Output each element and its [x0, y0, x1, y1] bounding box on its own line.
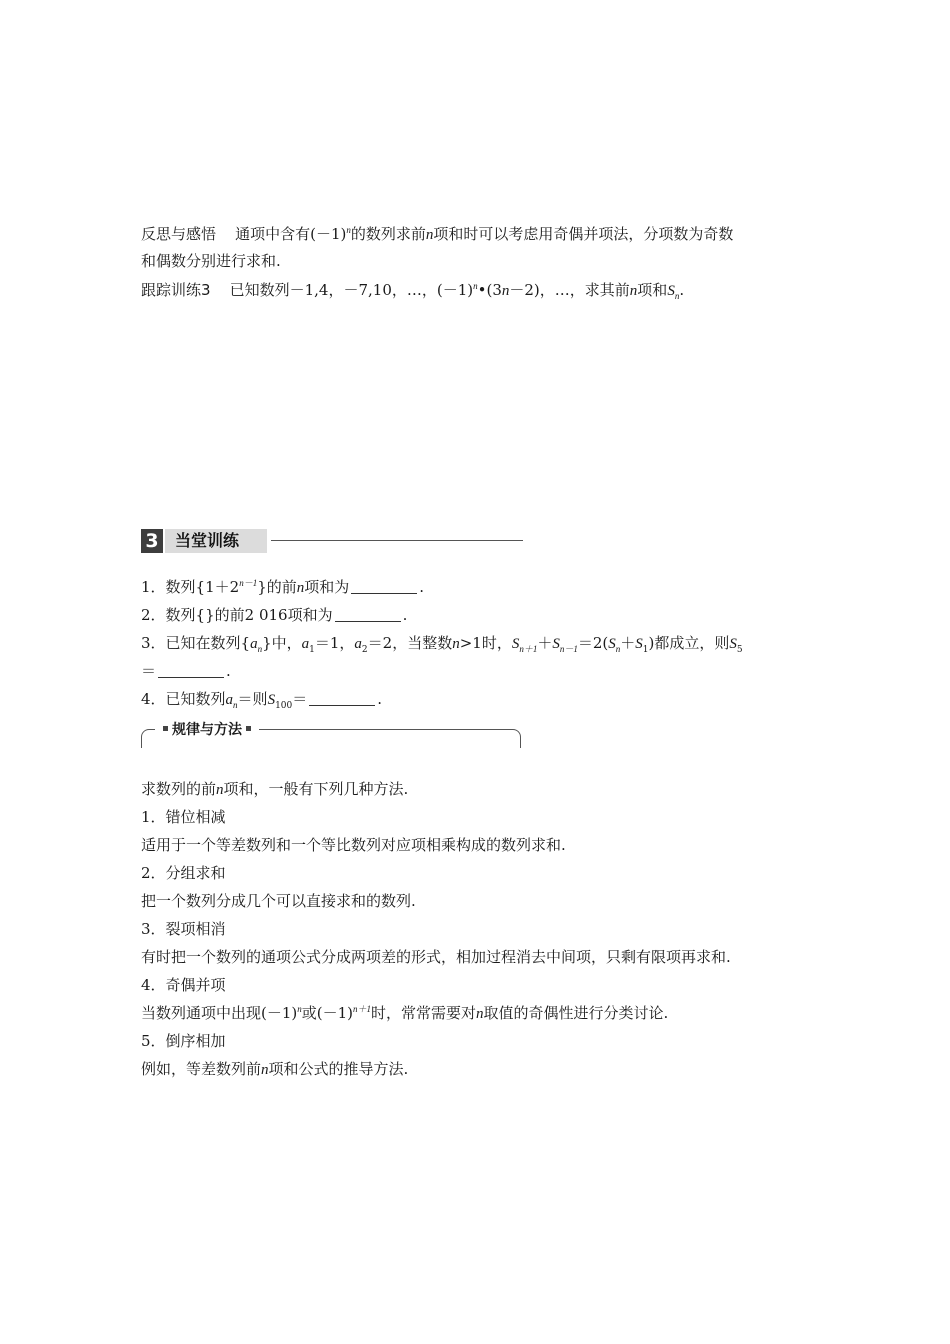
- methods-text: 项和公式的推导方法.: [268, 1060, 409, 1078]
- problem-2: [141, 605, 407, 625]
- problem-3-line-2: [141, 661, 231, 681]
- variable-a: a: [354, 636, 362, 652]
- methods-text: 例如，等差数列前: [141, 1060, 262, 1078]
- problem-text: .: [226, 662, 231, 680]
- problem-text: 项和为: [304, 578, 350, 596]
- reflection-line-2: 和偶数分别进行求和.: [141, 252, 281, 270]
- problem-text: 4．已知数列: [141, 690, 226, 708]
- variable-n: n: [452, 636, 460, 652]
- problem-3: [141, 633, 743, 654]
- variable-a: a: [301, 636, 310, 652]
- method-4-title: 4．奇偶并项: [141, 976, 226, 994]
- problem-text: .: [377, 690, 383, 708]
- reflection-line-1: [141, 224, 733, 245]
- variable-a: a: [225, 692, 234, 708]
- training-text: .: [679, 281, 685, 299]
- methods-text: 当数列通项中出现(－1): [141, 1004, 298, 1022]
- square-bullet-icon: [163, 726, 168, 731]
- problem-text: ＝2(: [577, 634, 609, 652]
- method-1-title: 1．错位相减: [141, 808, 226, 826]
- method-2-title: 2．分组求和: [141, 864, 226, 882]
- exponent: n: [346, 225, 351, 235]
- methods-text: 取值的奇偶性进行分类讨论.: [483, 1004, 669, 1022]
- training-text: 已知数列－1,4，－7,10，…，(－1): [229, 281, 474, 299]
- subscript: 2: [361, 645, 368, 655]
- variable-a: a: [250, 636, 258, 652]
- variable-S: S: [667, 283, 675, 299]
- law-label: [155, 720, 259, 740]
- problem-text: ＝: [141, 662, 157, 680]
- variable-S: S: [552, 636, 560, 652]
- problem-4: [141, 689, 382, 710]
- problem-text: .: [419, 578, 425, 596]
- variable-n: n: [629, 283, 638, 299]
- method-4-text: [141, 1003, 668, 1024]
- answer-blank: [351, 579, 417, 594]
- problem-text: 1．数列{1＋2: [141, 578, 240, 596]
- exponent: n: [473, 281, 478, 291]
- section-divider: [271, 540, 523, 541]
- variable-S: S: [635, 636, 643, 652]
- training-text: •(3: [477, 281, 502, 299]
- exponent: n－1: [239, 578, 258, 588]
- answer-blank: [309, 691, 375, 706]
- exponent: n: [297, 1004, 302, 1014]
- methods-text: 求数列的前: [141, 780, 217, 798]
- square-bullet-icon: [246, 726, 251, 731]
- variable-S: S: [511, 636, 520, 652]
- problem-text: .: [402, 606, 408, 624]
- subscript: n: [674, 291, 680, 301]
- problem-text: ＋: [537, 634, 553, 652]
- reflection-text: 的数列求前: [350, 225, 426, 243]
- training-text: －2)，…，求其前: [509, 281, 630, 299]
- training-label: 跟踪训练3: [141, 281, 211, 299]
- section-header: [141, 529, 523, 553]
- reflection-text: 通项中含有(－1): [235, 225, 347, 243]
- variable-n: n: [261, 1062, 269, 1078]
- training-3: [141, 280, 684, 301]
- training-text: 项和: [637, 281, 668, 299]
- law-section-header: [141, 720, 521, 750]
- methods-text: 或(－1): [301, 1004, 353, 1022]
- problem-text: ＝2，当整数: [367, 634, 453, 652]
- subscript: 1: [642, 645, 649, 655]
- methods-intro: [141, 779, 408, 800]
- variable-n: n: [425, 227, 434, 243]
- subscript: n－1: [559, 644, 578, 654]
- variable-S: S: [608, 636, 616, 652]
- problem-text: }的前: [257, 578, 297, 596]
- problem-text: 3．已知在数列{: [141, 634, 251, 652]
- problem-text: ＝则: [237, 690, 268, 708]
- answer-blank: [335, 607, 401, 622]
- problem-text: 2．数列{}的前2 016项和为: [141, 606, 333, 624]
- subscript: n: [257, 644, 263, 654]
- problem-text: >1时，: [459, 634, 512, 652]
- variable-n: n: [501, 283, 510, 299]
- subscript: 5: [736, 645, 743, 655]
- subscript: n: [233, 700, 238, 710]
- section-title: 当堂训练: [165, 529, 267, 553]
- variable-n: n: [216, 782, 224, 798]
- subscript: 100: [275, 701, 293, 711]
- problem-text: ＝: [292, 690, 308, 708]
- law-title: 规律与方法: [172, 722, 242, 738]
- problem-text: }中，: [262, 634, 302, 652]
- problem-1: [141, 577, 424, 598]
- method-3-text: 有时把一个数列的通项公式分成两项差的形式，相加过程消去中间项，只剩有限项再求和.: [141, 948, 731, 966]
- variable-n: n: [296, 580, 305, 596]
- method-5-title: 5．倒序相加: [141, 1032, 226, 1050]
- reflection-label: 反思与感悟: [141, 225, 217, 243]
- method-1-text: 适用于一个等差数列和一个等比数列对应项相乘构成的数列求和.: [141, 836, 566, 854]
- variable-S: S: [267, 692, 276, 708]
- problem-text: )都成立，则: [648, 634, 730, 652]
- exponent: n＋1: [353, 1004, 372, 1014]
- variable-n: n: [476, 1006, 484, 1022]
- section-number: 3: [141, 529, 163, 553]
- methods-text: 时，常常需要对: [371, 1004, 477, 1022]
- subscript: n＋1: [519, 644, 538, 654]
- methods-text: 项和，一般有下列几种方法.: [223, 780, 409, 798]
- subscript: n: [615, 644, 621, 654]
- problem-text: ＋: [620, 634, 636, 652]
- subscript: 1: [309, 645, 315, 655]
- variable-S: S: [729, 636, 737, 652]
- answer-blank: [158, 663, 224, 678]
- method-5-text: [141, 1059, 408, 1080]
- method-2-text: 把一个数列分成几个可以直接求和的数列.: [141, 892, 416, 910]
- method-3-title: 3．裂项相消: [141, 920, 226, 938]
- reflection-text: 项和时可以考虑用奇偶并项法，分项数为奇数: [433, 225, 734, 243]
- problem-text: ＝1，: [314, 634, 355, 652]
